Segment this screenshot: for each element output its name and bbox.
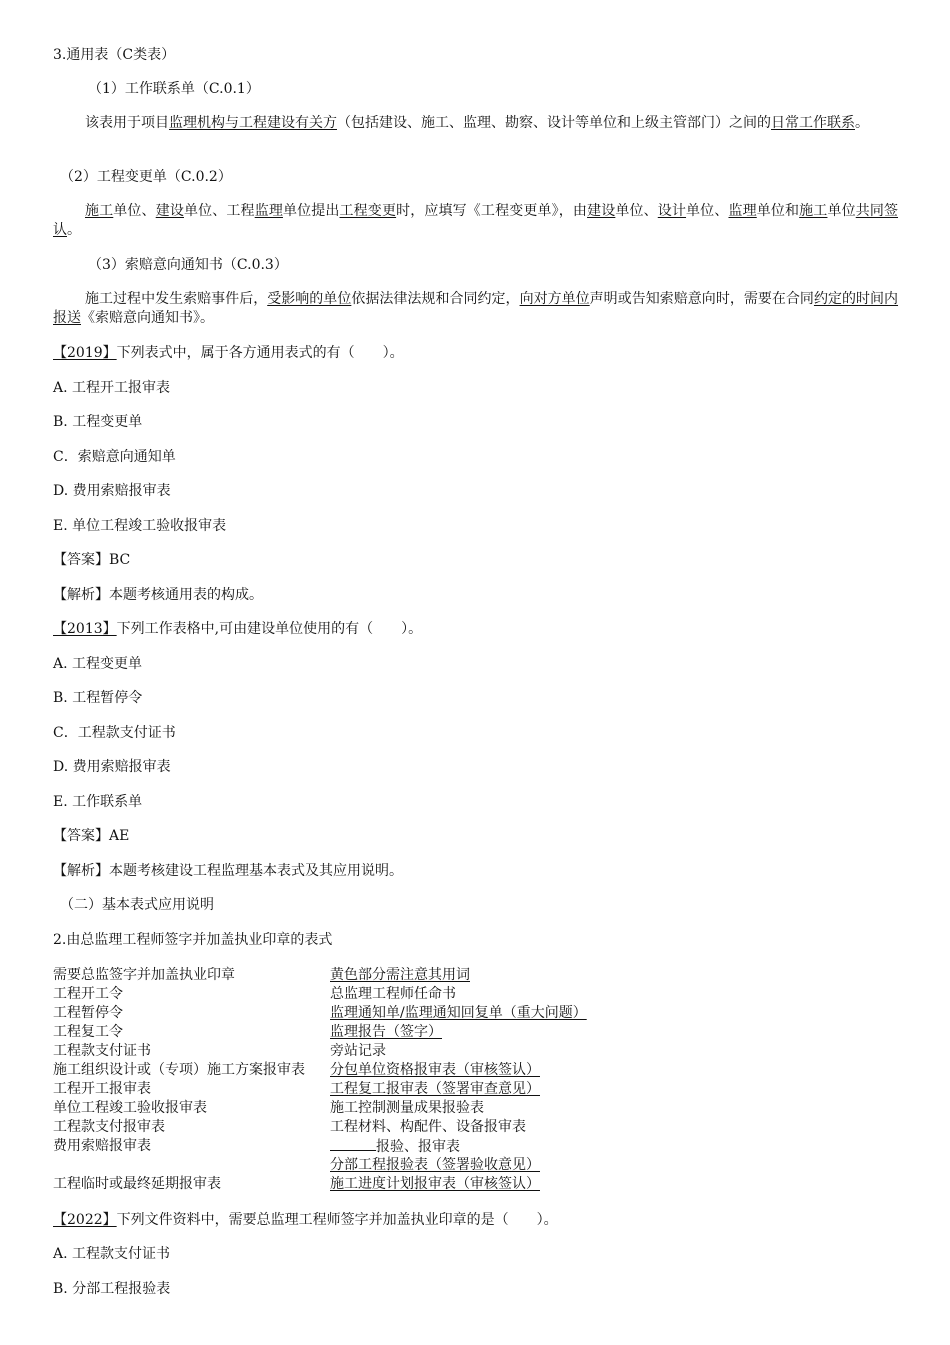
table-left-cell: 费用索赔报审表: [53, 1138, 151, 1154]
table-left-cell: 工程款支付证书: [53, 1043, 151, 1059]
table-right-cell: 监理报告（签字）: [330, 1024, 442, 1040]
table-right-cell: 施工进度计划报审表（审核签认）: [330, 1176, 540, 1192]
option-2013-c: C．工程款支付证书: [53, 725, 176, 741]
table-right-cell: 监理通知单/监理通知回复单（重大问题）: [330, 1005, 587, 1021]
table-left-cell: 单位工程竣工验收报审表: [53, 1100, 207, 1116]
fill-blank: [330, 1137, 376, 1151]
option-2019-d: D. 费用索赔报审表: [53, 483, 171, 499]
option-2019-a: A. 工程开工报审表: [53, 380, 171, 396]
option-2022-a: A. 工程款支付证书: [53, 1246, 171, 1262]
table-right-cell: 工程复工报审表（签署审查意见）: [330, 1081, 540, 1097]
heading-work-contact-sheet: （1）工作联系单（C.0.1）: [88, 81, 260, 97]
option-2019-e: E. 单位工程竣工验收报审表: [53, 518, 227, 534]
table-left-cell: 工程暂停令: [53, 1005, 123, 1021]
answer-2019: 【答案】BC: [53, 552, 131, 568]
question-2022: 【2022】下列文件资料中，需要总监理工程师签字并加盖执业印章的是（ ）。: [53, 1212, 558, 1228]
paragraph-claim-notice: 施工过程中发生索赔事件后，受影响的单位依据法律法规和合同约定，向对方单位声明或告知索赔意向时，需要在合同约定的时间内报送《索赔意向通知书》。: [53, 291, 899, 326]
analysis-2013: 【解析】本题考核建设工程监理基本表式及其应用说明。: [53, 863, 403, 879]
table-left-cell: 工程开工报审表: [53, 1081, 151, 1097]
option-2022-b: B. 分部工程报验表: [53, 1281, 171, 1297]
section-title-general-forms: 3.通用表（C类表）: [53, 47, 176, 63]
table-left-cell: 工程开工令: [53, 986, 123, 1002]
table-right-cell: 黄色部分需注意其用词: [330, 967, 470, 983]
answer-2013: 【答案】AE: [53, 828, 130, 844]
table-right-cell: 总监理工程师任命书: [330, 986, 456, 1002]
table-left-cell: 工程临时或最终延期报审表: [53, 1176, 221, 1192]
table-left-cell: 需要总监签字并加盖执业印章: [53, 967, 235, 983]
option-2019-c: C．索赔意向通知单: [53, 449, 176, 465]
table-left-cell: 工程款支付报审表: [53, 1119, 165, 1135]
question-2019: 【2019】下列表式中，属于各方通用表式的有（ ）。: [53, 345, 404, 361]
table-right-cell: 工程材料、构配件、设备报审表: [330, 1119, 526, 1135]
table-right-cell: 施工控制测量成果报验表: [330, 1100, 484, 1116]
table-right-cell: 分部工程报验表（签署验收意见）: [330, 1157, 540, 1173]
analysis-2019: 【解析】本题考核通用表的构成。: [53, 587, 263, 603]
option-2013-e: E. 工作联系单: [53, 794, 143, 810]
table-right-cell: 报验、报审表: [330, 1137, 460, 1157]
option-2013-a: A. 工程变更单: [53, 656, 143, 672]
paragraph-change-order: 施工单位、建设单位、工程监理单位提出工程变更时，应填写《工程变更单》，由建设单位、设计单位、监理单位和施工单位共同签认。: [53, 203, 899, 238]
option-2019-b: B. 工程变更单: [53, 414, 143, 430]
heading-change-order: （2）工程变更单（C.0.2）: [60, 169, 232, 185]
table-right-cell: 旁站记录: [330, 1043, 386, 1059]
section-sealed-forms: 2.由总监理工程师签字并加盖执业印章的表式: [53, 932, 333, 948]
heading-claim-notice: （3）索赔意向通知书（C.0.3）: [88, 257, 288, 273]
question-2013: 【2013】下列工作表格中,可由建设单位使用的有（ ）。: [53, 621, 423, 637]
table-left-cell: 施工组织设计或（专项）施工方案报审表: [53, 1062, 305, 1078]
section-basic-forms: （二）基本表式应用说明: [60, 897, 214, 913]
table-right-cell: 分包单位资格报审表（审核签认）: [330, 1062, 540, 1078]
table-left-cell: 工程复工令: [53, 1024, 123, 1040]
option-2013-b: B. 工程暂停令: [53, 690, 143, 706]
option-2013-d: D. 费用索赔报审表: [53, 759, 171, 775]
paragraph-work-contact-sheet: 该表用于项目监理机构与工程建设有关方（包括建设、施工、监理、勘察、设计等单位和上级主管部门）之间的日常工作联系。: [85, 115, 869, 131]
